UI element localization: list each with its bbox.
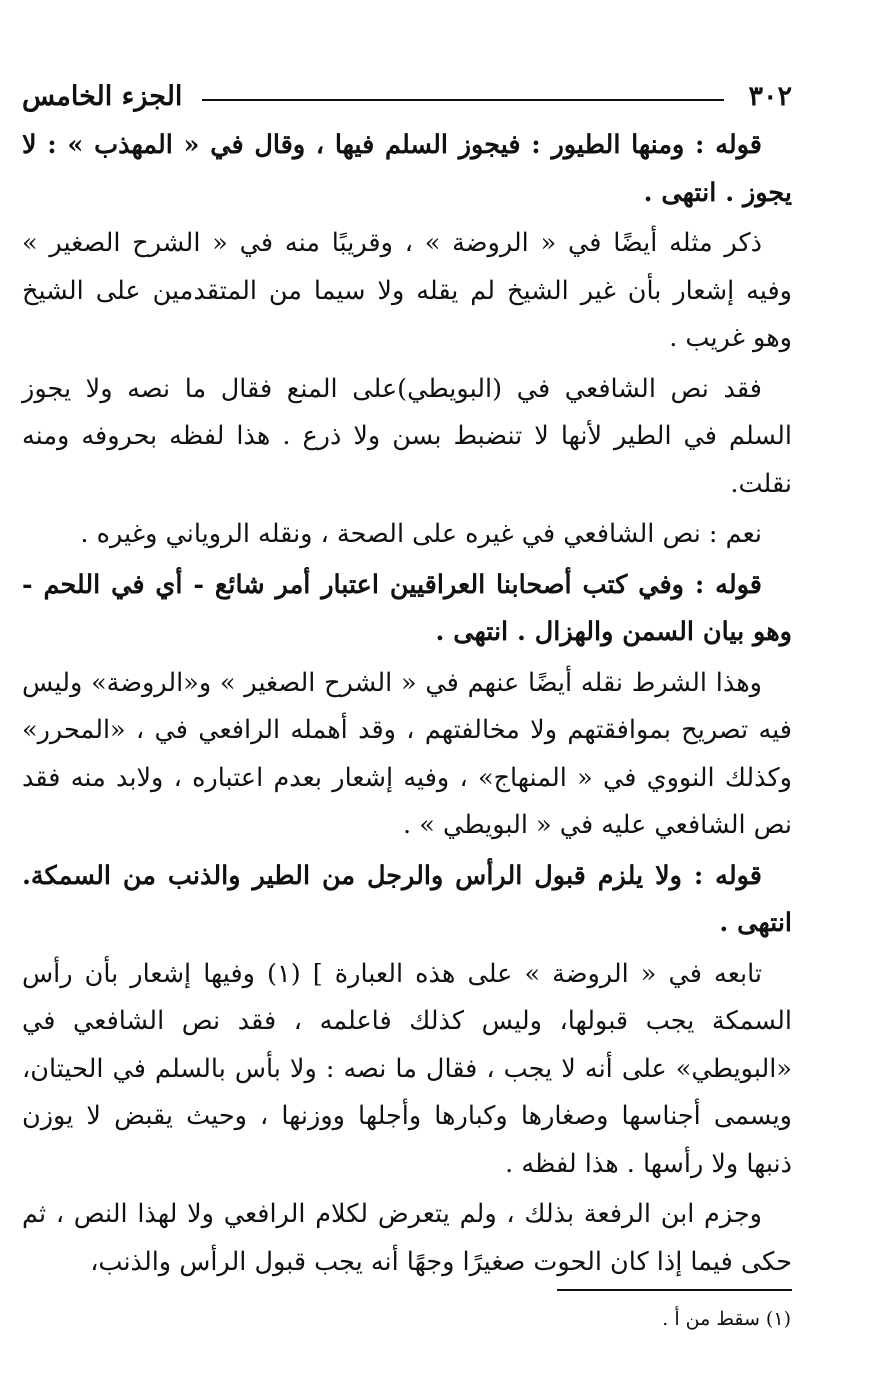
book-page	[22, 76, 792, 1289]
paragraph-quote: قوله : ومنها الطيور : فيجوز السلم فيها ، وقال في « المهذب » : لا يجوز . انتهى .	[22, 130, 792, 208]
page-number: ٣٠٢	[748, 80, 792, 112]
paragraph: نعم : نص الشافعي في غيره على الصحة ، ونقله الروياني وغيره .	[80, 519, 762, 549]
paragraph-quote: قوله : ولا يلزم قبول الرأس والرجل من الطير والذنب من السمكة. انتهى .	[22, 860, 792, 938]
footnote-rule	[557, 1289, 792, 1291]
page-body	[22, 122, 792, 1286]
paragraph-quote: قوله : وفي كتب أصحابنا العراقيين اعتبار أمر شائع - أي في اللحم - وهو بيان السمن والهزال . انتهى .	[22, 569, 792, 647]
header-rule	[202, 99, 724, 101]
paragraph: تابعه في « الروضة » على هذه العبارة ] (١) وفيها إشعار بأن رأس السمكة يجب قبولها، وليس كذلك فاعلمه ، فقد نص الشافعي في «البويطي» على أنه لا يجب ، فقال ما نصه : ولا بأس بالسلم في الحيتان، ويسمى أجناسها وصغارها وكبارها وأجلها ووزنها ، وحيث يقبض لا يوزن ذنبها ولا رأسها . هذا لفظه .	[22, 958, 792, 1179]
paragraph: ذكر مثله أيضًا في « الروضة » ، وقريبًا منه في « الشرح الصغير » وفيه إشعار بأن غير الشيخ لم يقله ولا سيما من المتقدمين على الشيخ وهو غريب .	[22, 228, 792, 353]
footnote: (١) سقط من أ .	[662, 1308, 791, 1330]
chapter-title: الجزء الخامس	[22, 80, 183, 112]
paragraph: وجزم ابن الرفعة بذلك ، ولم يتعرض لكلام الرافعي ولا لهذا النص ، ثم حكى فيما إذا كان الحوت صغيرًا وجهًا أنه يجب قبول الرأس والذنب،	[22, 1199, 792, 1277]
running-header	[22, 76, 792, 116]
paragraph: فقد نص الشافعي في (البويطي)على المنع فقال ما نصه ولا يجوز السلم في الطير لأنها لا تنضبط بسن ولا ذرع . هذا لفظه بحروفه ومنه نقلت.	[22, 373, 792, 499]
paragraph: وهذا الشرط نقله أيضًا عنهم في « الشرح الصغير » و«الروضة» وليس فيه تصريح بموافقتهم ولا مخالفتهم ، وقد أهمله الرافعي في ، «المحرر» وكذلك النووي في « المنهاج» ، وفيه إشعار بعدم اعتباره ، ولابد منه فقد نص الشافعي عليه في « البويطي » .	[22, 667, 792, 840]
